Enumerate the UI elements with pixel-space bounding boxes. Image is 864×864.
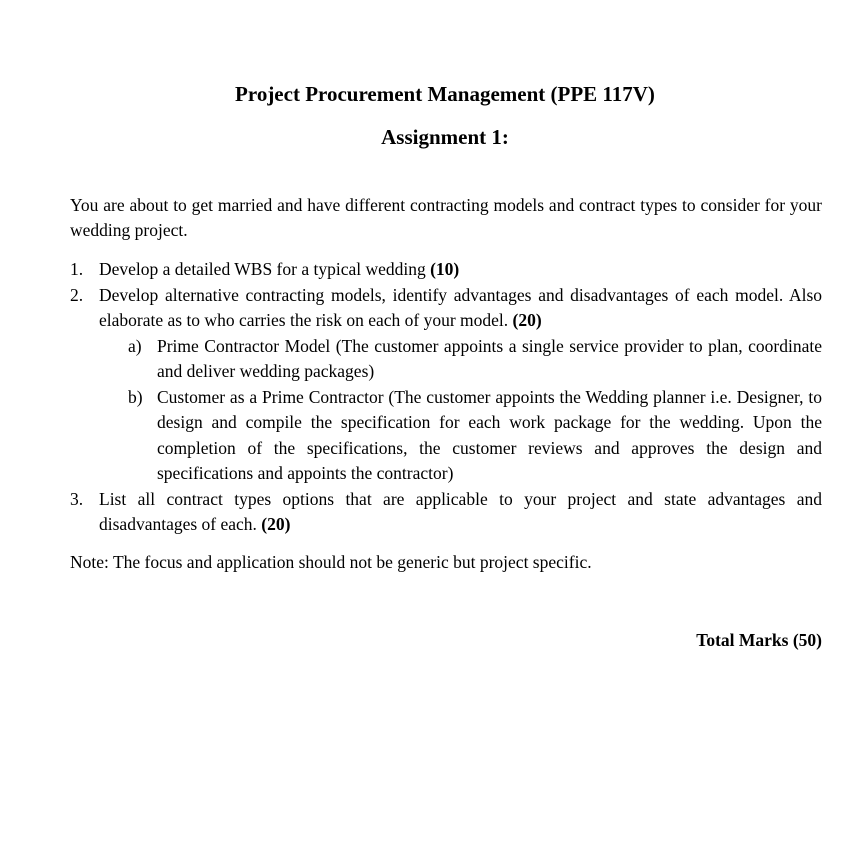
question-list: [70, 257, 822, 538]
question-text: List all contract types options that are applicable to your project and state advantages and disadvantages of each.: [99, 488, 822, 534]
question-marks: (20): [261, 514, 291, 534]
sub-question-a: [128, 334, 822, 385]
question-number: 3.: [70, 488, 84, 509]
sub-question-label: b): [128, 386, 143, 407]
total-marks: Total Marks (50): [696, 630, 822, 650]
intro-paragraph: You are about to get married and have different contracting models and contract types to consider for your wedding project.: [70, 195, 822, 240]
question-text: Develop alternative contracting models, identify advantages and disadvantages of each model. Also elaborate as to who carries the risk on each of your model.: [99, 284, 822, 330]
question-marks: (10): [430, 259, 460, 279]
question-item-3: [70, 487, 822, 538]
question-item-2: [70, 283, 822, 334]
sub-question-label: a): [128, 335, 142, 356]
note-text: Note: The focus and application should not be generic but project specific.: [70, 552, 592, 572]
question-number: 2.: [70, 284, 84, 305]
question-marks: (20): [512, 310, 542, 330]
sub-question-b: [128, 385, 822, 487]
assignment-heading: Assignment 1:: [381, 125, 509, 149]
sub-question-list: [128, 334, 822, 487]
question-number: 1.: [70, 259, 84, 279]
sub-question-text: Customer as a Prime Contractor (The customer appoints the Wedding planner i.e. Designer, to design and compile the specification for each work package for the wedding. Upon the completion of the specifications, the customer reviews and approves the design and specifications and appoints the contractor): [157, 386, 822, 483]
document-title: Project Procurement Management (PPE 117V): [235, 82, 655, 106]
sub-question-text: Prime Contractor Model (The customer appoints a single service provider to plan, coordinate and deliver wedding packages): [157, 335, 822, 381]
question-text: Develop a detailed WBS for a typical wedding: [99, 259, 431, 279]
question-item-1: [70, 257, 822, 283]
